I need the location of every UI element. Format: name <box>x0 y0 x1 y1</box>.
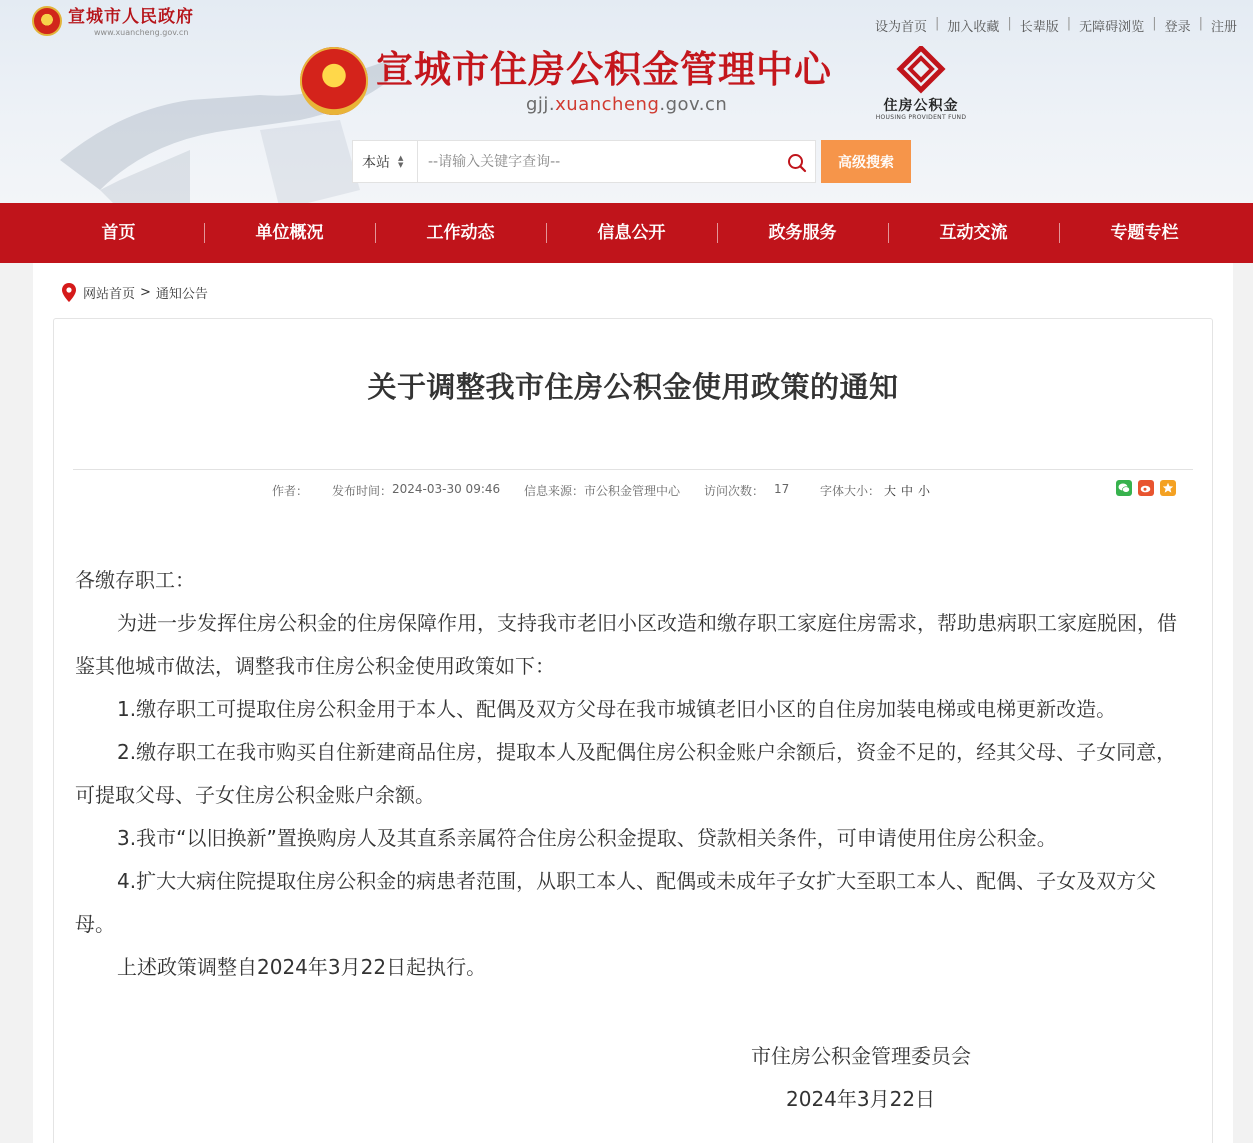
nav-item-news[interactable]: 工作动态 <box>375 203 546 263</box>
search-bar <box>352 140 911 183</box>
nav-item-interaction[interactable]: 互动交流 <box>888 203 1059 263</box>
paragraph-effective-date: 上述政策调整自2024年3月22日起执行。 <box>117 955 487 979</box>
salutation: 各缴存职工： <box>75 568 195 592</box>
gov-url: www.xuancheng.gov.cn <box>94 28 189 37</box>
signature-date: 2024年3月22日 <box>786 1087 936 1111</box>
site-logo[interactable] <box>300 46 832 116</box>
gov-logo[interactable] <box>32 6 194 38</box>
nav-item-disclosure[interactable]: 信息公开 <box>546 203 717 263</box>
hpf-logo-en: HOUSING PROVIDENT FUND <box>875 114 967 121</box>
hpf-logo-cn: 住房公积金 <box>883 98 959 114</box>
elder-version-link[interactable]: 长辈版 <box>1019 20 1059 35</box>
nav-item-services[interactable]: 政务服务 <box>717 203 888 263</box>
domain-main: xuancheng <box>555 94 660 115</box>
site-title: 宣城市住房公积金管理中心 <box>376 48 832 91</box>
separator: | <box>1198 16 1203 31</box>
paragraph-intro: 为进一步发挥住房公积金的住房保障作用，支持我市老旧小区改造和缴存职工家庭住房需求，帮助患病职工家庭脱困，借鉴其他城市做法，调整我市住房公积金使用政策如下： <box>75 611 1177 678</box>
search-scope-value: 本站 <box>362 154 390 171</box>
breadcrumb <box>62 283 208 302</box>
breadcrumb-separator: > <box>140 285 151 300</box>
domain-suffix: .gov.cn <box>659 94 728 115</box>
wechat-share-icon[interactable] <box>1116 480 1132 496</box>
favorite-star-icon[interactable] <box>1160 480 1176 496</box>
visits-value: 17 <box>774 482 790 496</box>
font-size-large[interactable]: 大 <box>884 484 897 498</box>
divider <box>73 469 1193 470</box>
national-emblem-icon <box>300 47 368 115</box>
separator: | <box>934 16 940 31</box>
site-header <box>0 0 1253 203</box>
search-box <box>418 140 816 183</box>
article-panel <box>53 318 1213 1143</box>
visits-label: 访问次数： <box>704 484 765 498</box>
separator: | <box>1152 16 1157 31</box>
signature-org: 市住房公积金管理委员会 <box>751 1044 971 1068</box>
article-title: 关于调整我市住房公积金使用政策的通知 <box>367 370 899 404</box>
register-link[interactable]: 注册 <box>1210 20 1237 35</box>
housing-provident-fund-logo <box>874 46 968 122</box>
login-link[interactable]: 登录 <box>1164 20 1191 35</box>
separator: | <box>1066 16 1072 31</box>
paragraph-item-1: 1.缴存职工可提取住房公积金用于本人、配偶及双方父母在我市城镇老旧小区的自住房加装电梯或电梯更新改造。 <box>117 697 1117 721</box>
accessibility-link[interactable]: 无障碍浏览 <box>1079 20 1145 35</box>
site-domain <box>526 94 726 116</box>
separator: | <box>1007 16 1012 31</box>
nav-item-home[interactable]: 首页 <box>101 223 136 243</box>
search-scope-select[interactable] <box>352 140 418 183</box>
content-page <box>33 263 1233 1143</box>
housing-fund-logo-icon <box>896 46 946 94</box>
share-buttons <box>1110 480 1176 496</box>
source-value: 市公积金管理中心 <box>584 484 681 498</box>
nav-item-overview[interactable]: 单位概况 <box>204 203 375 263</box>
weibo-share-icon[interactable] <box>1138 480 1154 496</box>
advanced-search-button[interactable]: 高级搜索 <box>821 140 911 183</box>
publish-time: 2024-03-30 09:46 <box>392 482 501 496</box>
paragraph-item-3: 3.我市“以旧换新”置换购房人及其直系亲属符合住房公积金提取、贷款相关条件，可申请使用住房公积金。 <box>117 826 1057 850</box>
location-pin-icon <box>62 283 76 302</box>
nav-item-topics[interactable]: 专题专栏 <box>1059 203 1230 263</box>
updown-arrows-icon: ▲ ▼ <box>398 153 404 169</box>
paragraph-item-4: 4.扩大大病住院提取住房公积金的病患者范围，从职工本人、配偶或未成年子女扩大至职工本人、配偶、子女及双方父母。 <box>75 869 1157 936</box>
set-homepage-link[interactable]: 设为首页 <box>874 20 927 35</box>
gov-title: 宣城市人民政府 <box>68 7 194 27</box>
article-body <box>75 559 1195 989</box>
domain-prefix: gjj. <box>526 94 556 115</box>
breadcrumb-home-link[interactable]: 网站首页 <box>83 287 136 302</box>
main-nav <box>0 203 1253 263</box>
top-links <box>867 16 1245 35</box>
search-icon[interactable] <box>787 153 807 173</box>
search-input[interactable] <box>418 142 778 182</box>
breadcrumb-current[interactable]: 通知公告 <box>155 287 208 302</box>
national-emblem-icon <box>32 6 62 36</box>
font-size-medium[interactable]: 中 <box>901 484 914 498</box>
font-size-label: 字体大小： <box>820 484 881 498</box>
source-label: 信息来源： <box>524 484 585 498</box>
paragraph-item-2: 2.缴存职工在我市购买自住新建商品住房，提取本人及配偶住房公积金账户余额后，资金不足的，经其父母、子女同意，可提取父母、子女住房公积金账户余额。 <box>75 740 1177 807</box>
publish-label: 发布时间： <box>332 484 393 498</box>
font-size-small[interactable]: 小 <box>918 484 931 498</box>
author-label: 作者： <box>272 484 309 498</box>
add-favorite-link[interactable]: 加入收藏 <box>947 20 1000 35</box>
